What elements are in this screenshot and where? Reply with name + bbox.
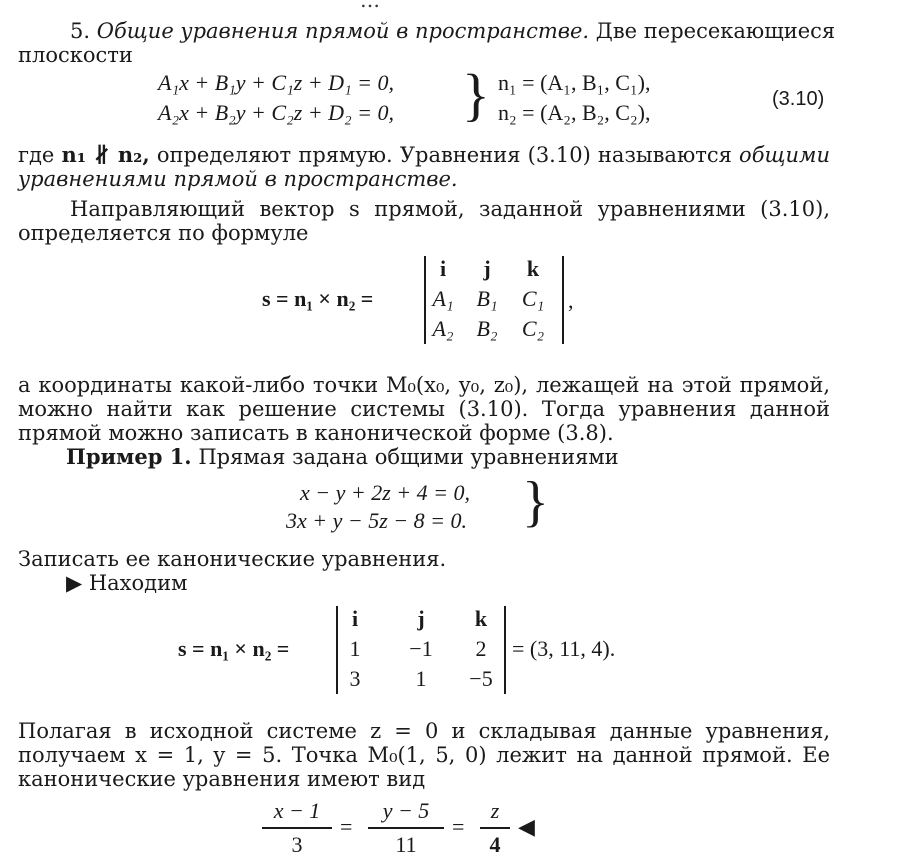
para5-line2: получаем x = 1, y = 5. Точка M₀(1, 5, 0) лежит на данной прямой. Ее <box>18 743 830 767</box>
det1-lhs: s = n₁ × n₂ = <box>262 286 374 311</box>
example-eq1: x − y + 2z + 4 = 0, <box>300 480 470 505</box>
eq310-n2: n₂ = (A₂, B₂, C₂), <box>498 100 651 125</box>
det2-cell: k <box>474 606 488 631</box>
example-brace: } <box>522 471 549 533</box>
det2-cell: −1 <box>409 636 433 661</box>
det1-cell: B₂ <box>476 316 498 341</box>
equation-label: (3.10) <box>772 88 825 110</box>
para2-vectors: n₁ ∦ n₂, <box>61 142 150 167</box>
det1-cell: B₁ <box>476 286 498 311</box>
eq310-row1: A₁x + B₁y + C₁z + D₁ = 0, <box>158 70 395 95</box>
det2-lhs: s = n₁ × n₂ = <box>178 636 290 661</box>
det1-cell: A₂ <box>432 316 454 341</box>
para4-line2: можно найти как решение системы (3.10). Тогда уравнения данной <box>18 397 830 421</box>
det2-cell: 3 <box>349 666 361 691</box>
frac1-denominator: 3 <box>291 832 303 857</box>
equals-sign: = <box>452 814 465 839</box>
para2-text-d: общими <box>739 143 830 167</box>
frac1-numerator: x − 1 <box>273 798 321 823</box>
eq310-n1: n₁ = (A₁, B₁, C₁), <box>498 70 651 95</box>
para4-line1: а координаты какой-либо точки M₀(x₀, y₀, z₀), лежащей на этой прямой, <box>18 373 830 397</box>
frac2-line <box>368 827 444 829</box>
frac3-line <box>480 827 510 829</box>
find-line <box>66 570 830 596</box>
para3-line2: определяется по формуле <box>18 221 309 245</box>
frac2-numerator: y − 5 <box>382 798 430 823</box>
section-title: Общие уравнения прямой в пространстве. <box>96 19 590 43</box>
para1-line2: плоскости <box>18 43 133 67</box>
para1-text1: Две пересекающиеся <box>595 19 836 43</box>
det2-cell: −5 <box>469 666 493 691</box>
det2-right-bar <box>504 606 506 694</box>
det1-cell: C₁ <box>521 286 545 311</box>
end-marker-icon: ◀ <box>518 814 535 839</box>
para3-line1: Направляющий вектор s прямой, заданной уравнениями (3.10), <box>70 197 830 221</box>
det1-cell: j <box>483 256 491 281</box>
det1-cell: A₁ <box>432 286 454 311</box>
para5-line1: Полагая в исходной системе z = 0 и складывая данные уравнения, <box>18 719 830 743</box>
para2-line1 <box>18 142 830 168</box>
cut-off-top-text: … <box>360 0 380 12</box>
det1-cell: i <box>439 256 447 281</box>
start-marker-icon: ▶ <box>66 571 83 595</box>
example-text: Прямая задана общими уравнениями <box>198 445 619 469</box>
para2-text-c: определяют прямую. Уравнения (3.10) называются <box>156 143 732 167</box>
example-eq2: 3x + y − 5z − 8 = 0. <box>286 508 467 533</box>
det2-cell: 1 <box>415 666 427 691</box>
example-task: Записать ее канонические уравнения. <box>18 547 447 571</box>
frac3-numerator: z <box>490 798 500 823</box>
det1-cell: C₂ <box>521 316 545 341</box>
equals-sign: = <box>340 814 353 839</box>
para1-line1 <box>70 18 836 44</box>
det1-tail: , <box>568 288 574 313</box>
det1-right-bar <box>562 256 564 344</box>
det2-cell: 2 <box>475 636 487 661</box>
para5-line3: канонические уравнения имеют вид <box>18 767 426 791</box>
det2-cell: j <box>417 606 425 631</box>
para2-text-a: где <box>18 143 55 167</box>
find-text: Находим <box>88 571 188 595</box>
frac2-denominator: 11 <box>395 832 417 857</box>
para4-line3: прямой можно записать в канонической форме (3.8). <box>18 421 614 445</box>
frac1-line <box>262 827 332 829</box>
right-brace: } <box>462 62 490 127</box>
eq310-row2: A₂x + B₂y + C₂z + D₂ = 0, <box>158 100 395 125</box>
section-number: 5. <box>70 19 91 43</box>
det1-cell: k <box>526 256 540 281</box>
det2-cell: 1 <box>349 636 361 661</box>
example-label: Пример 1. <box>66 444 192 469</box>
det2-cell: i <box>351 606 359 631</box>
example-heading <box>66 444 830 470</box>
para2-line2: уравнениями прямой в пространстве. <box>18 167 458 191</box>
det2-result: = (3, 11, 4). <box>512 636 616 661</box>
frac3-denominator: 4 <box>489 832 501 857</box>
